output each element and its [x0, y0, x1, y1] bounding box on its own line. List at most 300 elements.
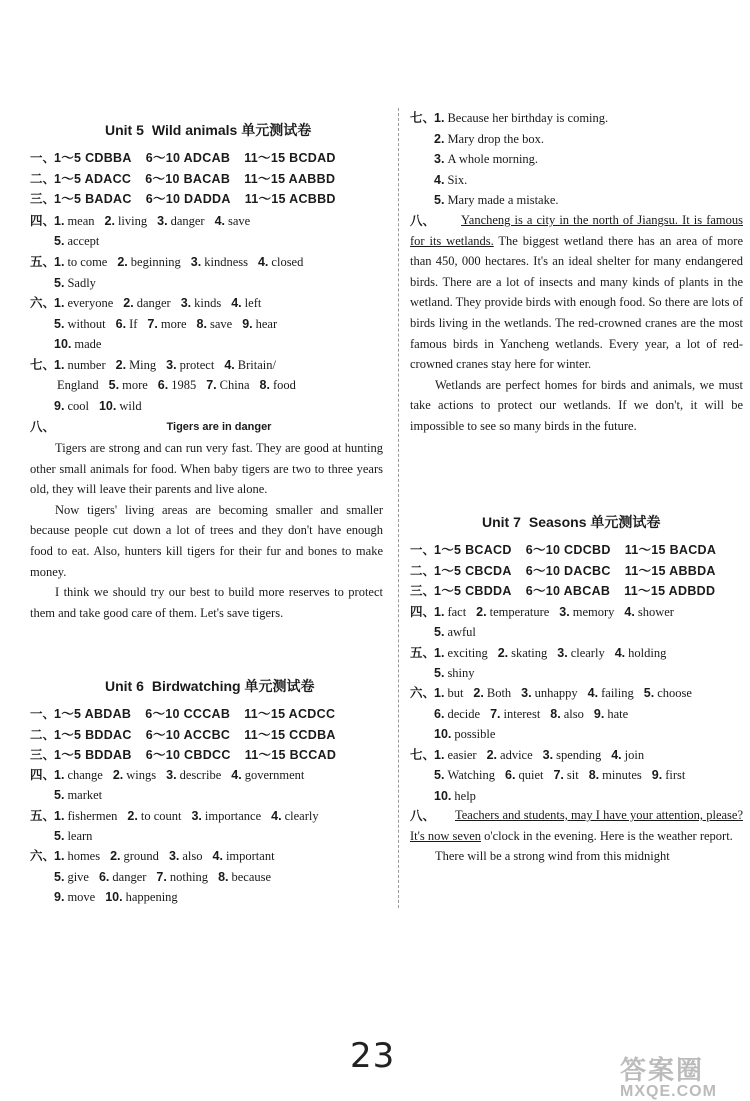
item-text: wild [119, 399, 142, 413]
answer-item [553, 768, 578, 782]
item-number: 9. [54, 890, 65, 904]
unit7-s6-line1 [410, 685, 702, 701]
item-text: closed [271, 255, 304, 269]
item-text: spending [556, 748, 602, 762]
item-number: 2. [123, 296, 134, 310]
item-text: interest [503, 707, 541, 721]
item-number: 5. [434, 768, 445, 782]
item-text: made [74, 337, 102, 351]
item-number: 1. [54, 768, 65, 782]
answer-item [191, 255, 248, 269]
item-text: also [563, 707, 584, 721]
unit5-s4-line2 [30, 233, 109, 249]
answer-item [156, 870, 208, 884]
item-number: 2. [115, 358, 127, 372]
essay-paragraph: I think we should try our best to build more reserves to protect them and take good care of them. Let's save tigers. [30, 585, 383, 620]
answer-group: 11～15 BACDA [624, 543, 717, 557]
item-number: 10. [434, 789, 452, 803]
answer-item [99, 870, 146, 884]
unit7-s6-line3 [410, 726, 505, 742]
item-number: 6. [157, 378, 169, 392]
answer-item [157, 214, 204, 228]
item-number: 1. [54, 296, 65, 310]
essay-title: Tigers are in danger [166, 421, 272, 433]
essay-paragraph: There will be a strong wind from this midnight [435, 849, 670, 864]
unit-heading: Birdwatching 单元测试卷 [151, 678, 315, 694]
item-text: Ming [129, 358, 157, 372]
item-text: decide [447, 707, 481, 721]
unit5-s7-line3 [30, 398, 152, 414]
item-number: 2. [486, 748, 498, 762]
column-divider [398, 108, 399, 908]
item-number: 1. [54, 358, 65, 372]
answer-item [206, 378, 249, 392]
item-number: 5. [643, 686, 655, 700]
section-label: 四、 [410, 605, 436, 619]
item-text: Because her birthday is coming. [447, 111, 609, 125]
item-text: shiny [447, 666, 475, 680]
answer-item [54, 870, 89, 884]
item-text: accept [67, 234, 100, 248]
item-text: easier [447, 748, 477, 762]
item-text: important [225, 849, 275, 863]
unit6-mc-row [30, 747, 350, 763]
essay-text: The biggest wetland there has an area of more than 450, 000 hectares. It's an ideal shelter for many endangered birds. There are a lot of insects and many kinds of plants in the wetland. They provide birds with enough food. So there are lots of birds living in the wetlands. The red-crowned cranes are the most famous birds in Yancheng wetlands. Every year, a lot of red-crowned cranes stay here for winter. [410, 233, 743, 372]
item-text: 1985 [171, 378, 197, 392]
item-text: cool [67, 399, 89, 413]
section-label: 四、 [30, 214, 56, 228]
unit7-s4-line2 [410, 624, 486, 640]
answer-item [54, 337, 101, 351]
item-number: 3. [542, 748, 554, 762]
item-number: 1. [434, 111, 445, 125]
item-text: exciting [447, 646, 488, 660]
answer-item [594, 707, 628, 721]
answer-group: 6～10 BACAB [145, 171, 231, 186]
essay-body [410, 210, 743, 437]
answer-item [611, 748, 644, 762]
answer-item [434, 686, 463, 700]
answer-group: 11～15 AABBD [244, 171, 336, 186]
item-number: 9. [651, 768, 663, 782]
item-text: clearly [570, 646, 605, 660]
item-text: unhappy [534, 686, 578, 700]
item-text: advice [500, 748, 533, 762]
item-text: A whole morning. [447, 152, 539, 166]
section-label: 八、 [410, 809, 436, 823]
answer-item [434, 625, 476, 639]
answer-item [258, 255, 303, 269]
answer-item [105, 214, 148, 228]
item-number: 4. [231, 768, 242, 782]
item-number: 4. [611, 748, 622, 762]
unit6-s5-line1 [30, 808, 329, 824]
answer-item [191, 809, 261, 823]
item-text: Sadly [67, 276, 96, 290]
answer-item [487, 748, 533, 762]
item-number: 3. [191, 809, 202, 823]
watermark-logo: 答案圈 MXQE.COM [620, 1055, 717, 1100]
item-number: 6. [98, 870, 110, 884]
answer-group: 1～5 CBDDA [434, 584, 512, 598]
item-number: 6. [115, 317, 127, 331]
item-text: possible [454, 727, 496, 741]
unit6-s6-line3 [30, 889, 188, 905]
item-text: everyone [67, 296, 114, 310]
unit6-s4-line2 [30, 787, 112, 803]
item-number: 1. [54, 809, 65, 823]
essay-text: o'clock in the evening. Here is the weather report. [481, 828, 733, 843]
item-text: fact [447, 605, 467, 619]
item-number: 2. [104, 214, 115, 228]
section-label: 六、 [30, 849, 56, 863]
answer-item [434, 605, 466, 619]
unit-heading: Seasons 单元测试卷 [528, 514, 661, 530]
answer-item [105, 890, 177, 904]
answer-group: 1～5 BDDAC [54, 727, 132, 742]
item-number: 7. [206, 378, 217, 392]
answer-item [434, 768, 495, 782]
unit7-mc-row [410, 542, 730, 558]
answer-item [116, 358, 157, 372]
item-number: 5. [54, 829, 65, 843]
item-text: failing [601, 686, 634, 700]
item-text: government [244, 768, 305, 782]
answer-item [231, 296, 261, 310]
section-label: 五、 [30, 809, 56, 823]
item-text: holding [628, 646, 667, 660]
item-text: Britain/ [237, 358, 276, 372]
item-text: danger [136, 296, 171, 310]
item-text: market [67, 788, 103, 802]
section-label: 二、 [30, 171, 56, 186]
item-text: awful [447, 625, 476, 639]
unit6-s7-item [410, 131, 544, 147]
answer-group: 6～10 CCCAB [145, 707, 231, 721]
answer-item [169, 849, 203, 863]
item-number: 5. [54, 276, 65, 290]
item-number: 4. [212, 849, 223, 863]
unit7-s7-line3 [410, 788, 486, 804]
item-text: shower [637, 605, 674, 619]
answer-item [127, 809, 181, 823]
answer-item [54, 890, 95, 904]
item-text: move [67, 890, 96, 904]
item-text: hate [607, 707, 629, 721]
item-number: 1. [434, 686, 445, 700]
answer-item [271, 809, 318, 823]
unit7-s5-line2 [410, 665, 485, 681]
item-number: 5. [434, 625, 445, 639]
answer-group: 1～5 ABDAB [54, 707, 132, 721]
unit5-s7-line2 [30, 377, 306, 393]
unit5-s5-line1 [30, 254, 313, 270]
item-number: 2. [434, 131, 445, 146]
item-number: 1. [54, 255, 65, 269]
unit5-title: Unit 5 Wild animals 单元测试卷 [105, 122, 312, 138]
item-text: temperature [489, 605, 550, 619]
unit5-mc-row [30, 191, 350, 207]
item-text: living [117, 214, 148, 228]
answer-item [652, 768, 686, 782]
item-text: more [160, 317, 187, 331]
section-label: 六、 [410, 686, 436, 700]
item-text: danger [112, 870, 147, 884]
answer-item [543, 748, 602, 762]
answer-group: 11～15 BCCAD [244, 748, 337, 762]
essay-paragraph: Tigers are strong and can run very fast. They are good at hunting other small animals for food. When baby tigers are two to three years old, they will leave their parents and live alone. [30, 441, 383, 497]
answer-item [147, 317, 186, 331]
section-label: 六、 [30, 296, 56, 310]
unit6-s4-line1 [30, 767, 314, 783]
answer-item [54, 809, 117, 823]
item-number: 7. [156, 870, 167, 884]
answer-item [434, 646, 488, 660]
item-number: 3. [559, 605, 570, 619]
item-text: sit [566, 768, 579, 782]
unit7-s7-line2 [410, 767, 695, 783]
item-text: food [272, 378, 296, 392]
answer-item [218, 870, 271, 884]
unit6-mc-row [30, 706, 349, 722]
item-number: 8. [196, 317, 207, 331]
answer-group: 1～5 BADAC [54, 192, 132, 206]
item-number: 1. [54, 214, 65, 228]
answer-item [99, 399, 142, 413]
item-text: mean [67, 214, 95, 228]
item-number: 2. [117, 255, 128, 269]
item-number: 3. [557, 646, 568, 660]
section-label: 三、 [30, 748, 56, 762]
item-text: save [209, 317, 233, 331]
unit6-s7-item [410, 172, 467, 188]
answer-item [54, 358, 106, 372]
unit-name: Unit 6 [105, 678, 144, 694]
unit6-s6-line2 [30, 869, 281, 885]
answer-item [54, 214, 95, 228]
answer-item [521, 686, 578, 700]
answer-group: 1～5 BCACD [434, 543, 512, 557]
item-text: memory [572, 605, 615, 619]
item-number: 3. [168, 849, 180, 863]
section-label [30, 419, 54, 435]
answer-item [644, 686, 692, 700]
item-number: 5. [54, 234, 65, 248]
page-number: 23 [350, 1036, 396, 1076]
item-number: 5. [108, 378, 120, 392]
essay-paragraph: Now tigers' living areas are becoming smaller and smaller because people cut down a lot of trees and they don't have enough food to eat. Also, hunters kill tigers for their fur and bones to make money. [30, 502, 383, 579]
essay-paragraph: Wetlands are perfect homes for birds and animals, we must take actions to protect our wetlands. If we don't, it will be impossible to see so many birds in the future. [410, 377, 743, 433]
item-text: Six. [447, 172, 468, 187]
item-number: 3. [157, 214, 168, 228]
answer-item [557, 646, 604, 660]
item-number: 8. [218, 870, 229, 884]
answer-item [213, 849, 275, 863]
item-number: 3. [434, 152, 445, 166]
section-label: 三、 [30, 192, 56, 206]
answer-item [434, 748, 477, 762]
item-number: 3. [166, 768, 177, 782]
item-number: 4. [624, 605, 635, 619]
answer-item [473, 686, 511, 700]
item-text: nothing [169, 870, 209, 884]
section-label: 七、 [30, 358, 56, 372]
answer-item [505, 768, 543, 782]
section-label: 一、 [410, 543, 436, 557]
item-number: 5. [54, 870, 65, 884]
item-text: protect [179, 358, 215, 372]
item-text: quiet [518, 768, 544, 782]
answer-item [54, 276, 96, 290]
answer-item [559, 605, 614, 619]
item-number: 5. [54, 317, 65, 331]
item-text: homes [67, 849, 101, 863]
item-number: 7. [553, 768, 564, 782]
item-number: 4. [434, 172, 445, 187]
section-label: 三、 [410, 584, 436, 598]
answer-group: 6～10 DADDA [145, 192, 231, 206]
item-number: 3. [180, 296, 192, 310]
section-label: 一、 [30, 151, 56, 165]
essay-paragraph [410, 805, 743, 846]
item-text: choose [657, 686, 692, 700]
item-text: without [67, 317, 106, 331]
item-text: kindness [204, 255, 248, 269]
answer-item [54, 378, 99, 392]
item-text: importance [204, 809, 262, 823]
answer-group: 11～15 ABBDA [624, 563, 716, 578]
item-text: kinds [194, 296, 222, 310]
item-text: more [122, 378, 148, 392]
item-text: England [57, 378, 99, 392]
answer-item [158, 378, 196, 392]
unit5-s6-line3 [30, 336, 111, 352]
answer-group: 11～15 ADBDD [624, 584, 716, 598]
unit7-s4-line1 [410, 604, 684, 620]
item-number: 3. [166, 358, 177, 372]
answer-group: 11～15 CCDBA [244, 727, 336, 742]
item-number: 10. [105, 890, 123, 904]
item-number: 3. [190, 255, 202, 269]
unit6-s7-item [410, 192, 559, 208]
item-text: clearly [284, 809, 319, 823]
answer-group: 6～10 CDCBD [525, 543, 611, 557]
answer-item [231, 768, 304, 782]
unit5-s6-line1 [30, 295, 271, 311]
section-label: 二、 [30, 727, 56, 742]
answer-item [54, 399, 89, 413]
item-text: to come [67, 255, 108, 269]
answer-group: 6～10 ACCBC [145, 727, 231, 742]
answer-group: 6～10 DACBC [525, 563, 611, 578]
answer-item [242, 317, 277, 331]
item-number: 10. [98, 399, 117, 413]
answer-group: 11～15 BCDAD [244, 151, 336, 165]
item-number: 6. [505, 768, 516, 782]
answer-group: 1～5 BDDAB [54, 748, 132, 762]
item-number: 2. [127, 809, 138, 823]
answer-item [490, 707, 540, 721]
item-number: 4. [231, 296, 242, 310]
answer-item [166, 358, 214, 372]
item-number: 2. [473, 686, 484, 700]
answer-item [123, 296, 170, 310]
item-number: 2. [497, 646, 509, 660]
item-text: number [67, 358, 106, 372]
unit5-s6-line2 [30, 316, 287, 332]
item-text: beginning [130, 255, 181, 269]
unit7-s6-line2 [410, 706, 638, 722]
answer-group: 1～5 CBCDA [434, 563, 512, 578]
item-number: 5. [434, 193, 445, 207]
item-text: China [219, 378, 250, 392]
unit7-s7-line1 [410, 747, 654, 763]
unit7-s5-line1 [410, 645, 676, 661]
answer-item [54, 255, 107, 269]
item-text: first [665, 768, 686, 782]
item-number: 2. [476, 605, 487, 619]
unit6-s6-line1 [30, 848, 285, 864]
item-number: 3. [521, 686, 532, 700]
item-number: 9. [54, 399, 65, 413]
item-text: happening [125, 890, 178, 904]
unit5-s7-line1 [30, 357, 286, 373]
item-number: 6. [434, 707, 445, 721]
essay-body [30, 438, 383, 623]
item-number: 4. [257, 255, 269, 269]
answer-group: 6～10 ADCAB [145, 151, 231, 165]
answer-item [54, 788, 102, 802]
answer-item [113, 768, 156, 782]
item-number: 4. [587, 686, 599, 700]
answer-group: 6～10 CBDCC [145, 748, 231, 762]
item-number: 1. [434, 748, 445, 762]
answer-item [624, 605, 674, 619]
item-number: 4. [224, 358, 235, 372]
answer-item [589, 768, 642, 782]
item-text: ground [123, 849, 159, 863]
item-text: to count [140, 809, 182, 823]
unit6-title [105, 676, 322, 696]
answer-item [434, 666, 475, 680]
unit7-mc-row [410, 583, 729, 599]
unit7-title [482, 512, 668, 532]
item-text: Mary made a mistake. [447, 193, 559, 207]
item-text: Both [486, 686, 512, 700]
item-text: but [447, 686, 464, 700]
item-text: skating [511, 646, 548, 660]
essay-underlined: Teachers and students, may I have your attention, please? It's now seven [410, 808, 743, 843]
essay-body [410, 805, 743, 867]
item-number: 8. [259, 378, 270, 392]
answer-item [54, 317, 106, 331]
item-text: Mary drop the box. [447, 131, 544, 146]
section-label: 八、 [30, 420, 56, 434]
answer-item [109, 378, 148, 392]
answer-item [54, 829, 92, 843]
item-number: 5. [434, 666, 445, 680]
answer-item [54, 849, 100, 863]
answer-item [110, 849, 159, 863]
item-text: fishermen [67, 809, 118, 823]
unit6-s7-item [410, 110, 608, 126]
section-label: 八、 [410, 214, 436, 228]
essay-paragraph [410, 210, 743, 375]
item-number: 4. [214, 214, 226, 228]
answer-item [54, 296, 113, 310]
item-number: 7. [490, 707, 501, 721]
answer-item [615, 646, 667, 660]
